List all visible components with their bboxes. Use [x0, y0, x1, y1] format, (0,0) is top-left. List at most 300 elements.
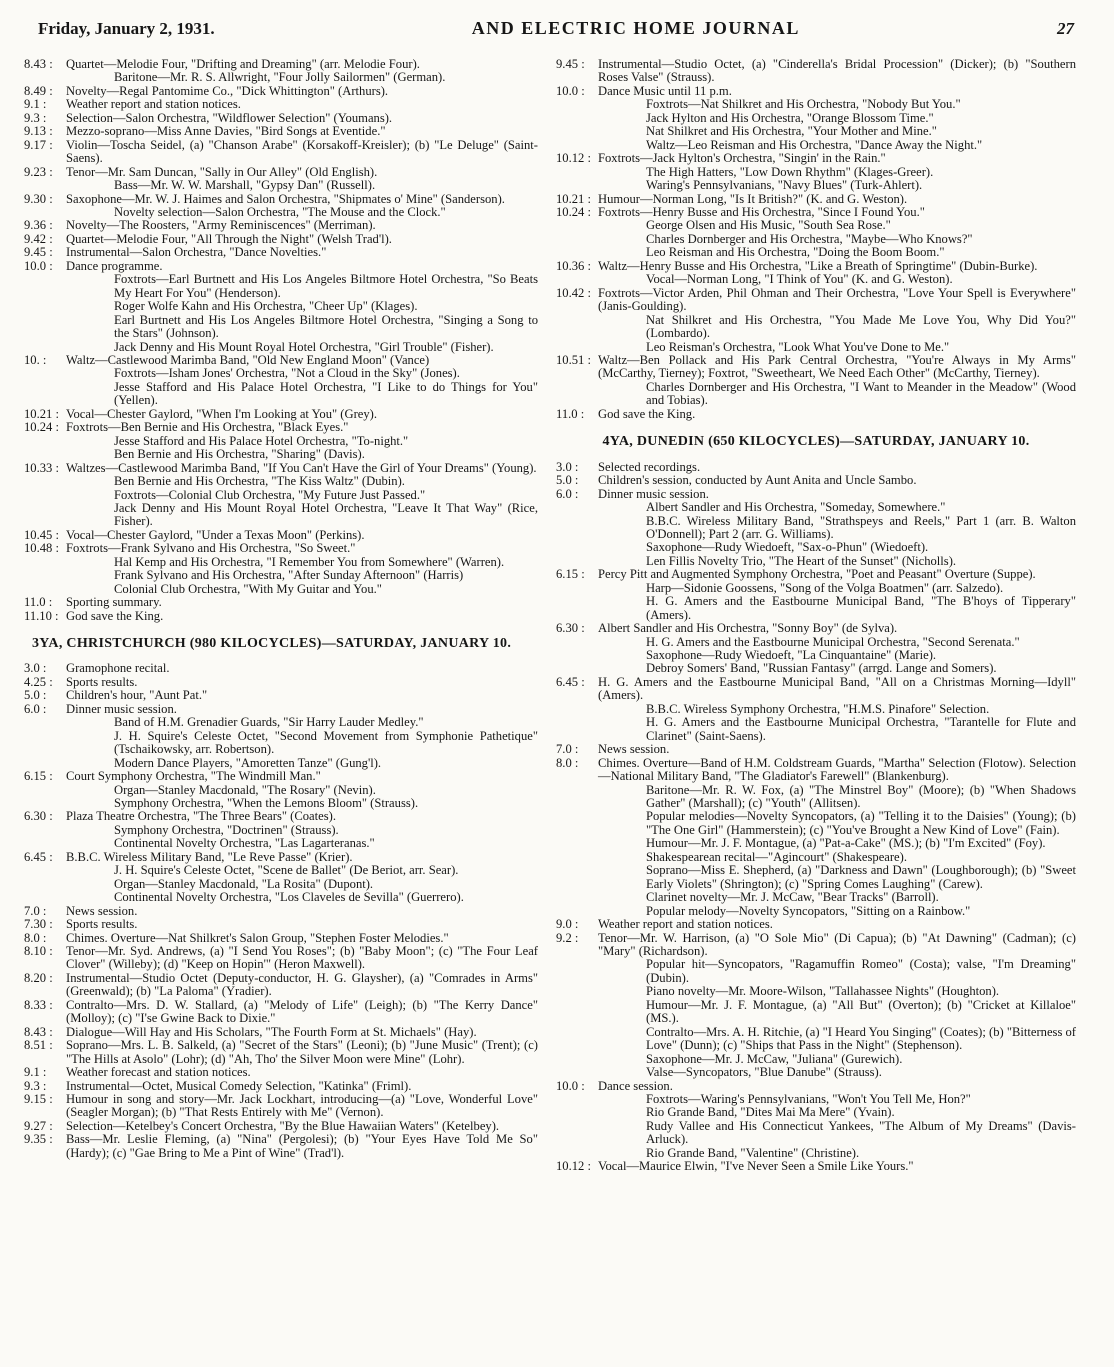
program-entry: [556, 636, 1076, 649]
program-entry: [24, 381, 538, 408]
program-entry: [24, 689, 538, 702]
program-entry: [24, 1026, 538, 1039]
program-description: Waltz—Ben Pollack and His Park Central Orchestra, "You're Always in My Arms" (McCarthy, Tierney); Foxtrot, "Sweetheart, We Need Each Other" (McCarthy, Tierney).: [598, 352, 1076, 381]
program-description: Nat Shilkret and His Orchestra, "Your Mother and Mine.": [646, 124, 937, 139]
program-entry: [556, 381, 1076, 408]
program-description: Waltz—Henry Busse and His Orchestra, "Like a Breath of Springtime" (Dubin-Burke).: [598, 258, 1038, 273]
program-entry: [24, 475, 538, 488]
program-description: Mezzo-soprano—Miss Anne Davies, "Bird Songs at Eventide.": [66, 124, 386, 139]
program-time: 11.0 :: [24, 595, 53, 610]
program-description: Rio Grande Band, "Dites Mai Ma Mere" (Yvain).: [646, 1105, 895, 1120]
station-heading-3ya: 3YA, CHRISTCHURCH (980 KILOCYCLES)—SATURDAY, JANUARY 10.: [32, 636, 512, 652]
program-time: [556, 649, 598, 662]
program-description: Selected recordings.: [598, 459, 701, 474]
program-description: Quartet—Melodie Four, "All Through the Night" (Welsh Trad'l).: [66, 231, 392, 246]
program-description: Vocal—Chester Gaylord, "Under a Texas Moon" (Perkins).: [66, 527, 365, 542]
program-description: God save the King.: [66, 608, 164, 623]
program-description: Popular hit—Syncopators, "Ragamuffin Romeo" (Costa); valse, "I'm Dreaming" (Dubin).: [646, 957, 1076, 985]
program-entry: [556, 649, 1076, 662]
program-time: [556, 582, 598, 595]
program-description: Foxtrots—Waring's Pennsylvanians, "Won't You Tell Me, Hon?": [646, 1091, 971, 1106]
program-time: 8.33 :: [24, 997, 53, 1012]
program-time: 9.17 :: [24, 137, 53, 152]
program-entry: [556, 1147, 1076, 1160]
program-entry: [24, 529, 538, 542]
program-time: 8.49 :: [24, 83, 53, 98]
program-description: Waring's Pennsylvanians, "Navy Blues" (Turk-Ahlert).: [646, 178, 923, 193]
program-time: 8.10 :: [24, 944, 53, 958]
program-time: 3.0 :: [24, 661, 47, 676]
program-description: Contralto—Mrs. A. H. Ritchie, (a) "I Heard You Singing" (Coates); (b) "Bitterness of Love" (Dunn); (c) "Ships that Pass in the Night" (Stephenson).: [646, 1024, 1076, 1053]
program-time: [556, 273, 598, 286]
program-entry: [24, 98, 538, 111]
program-description: Baritone—Mr. R. W. Fox, (a) "The Minstrel Boy" (Moore); (b) "When Shadows Gather" (Marshall); (c) "Youth" (Allitsen).: [646, 782, 1076, 811]
program-entry: [556, 918, 1076, 931]
program-time: 8.43 :: [24, 57, 53, 71]
program-entry: [24, 112, 538, 125]
program-entry: [24, 891, 538, 904]
program-entry: [556, 273, 1076, 286]
program-time: [24, 891, 66, 904]
program-time: [24, 367, 66, 380]
program-description: Contralto—Mrs. D. W. Stallard, (a) "Melody of Life" (Leigh); (b) "The Kerry Dance" (Molloy); (c) "I'se Gwine Back to Dixie.": [66, 997, 538, 1026]
program-description: Sports results.: [66, 674, 138, 689]
program-entry: [556, 810, 1076, 837]
program-description: Novelty selection—Salon Orchestra, "The Mouse and the Clock.": [114, 204, 446, 219]
program-time: [556, 703, 598, 716]
program-description: Vocal—Chester Gaylord, "When I'm Looking at You" (Grey).: [66, 406, 378, 421]
program-time: [24, 864, 66, 877]
journal-title: AND ELECTRIC HOME JOURNAL: [471, 18, 800, 38]
program-time: [556, 636, 598, 649]
program-description: Organ—Stanley Macdonald, "The Rosary" (Nevin).: [114, 782, 376, 797]
program-entry: [556, 662, 1076, 675]
program-entry: [24, 260, 538, 273]
program-time: 10.24 :: [24, 420, 59, 435]
program-entry: [556, 851, 1076, 864]
program-entry: [556, 932, 1076, 959]
program-description: Piano novelty—Mr. Moore-Wilson, "Tallahassee Nights" (Houghton).: [646, 984, 1000, 999]
program-entry: [556, 837, 1076, 850]
program-entry: [556, 354, 1076, 381]
program-time: [556, 555, 598, 568]
program-time: 8.51 :: [24, 1038, 53, 1053]
program-entry: [24, 85, 538, 98]
program-time: [556, 341, 598, 354]
program-time: 8.20 :: [24, 970, 53, 985]
program-entry: [24, 462, 538, 475]
program-description: Plaza Theatre Orchestra, "The Three Bears" (Coates).: [66, 809, 336, 824]
program-time: 10.12 :: [556, 151, 591, 166]
program-description: Violin—Toscha Seidel, (a) "Chanson Arabe" (Korsakoff-Kreisler); (b) "Le Deluge" (Saint-Saens).: [66, 137, 538, 166]
program-entry: [556, 1106, 1076, 1119]
program-time: 9.0 :: [556, 917, 579, 932]
program-description: Quartet—Melodie Four, "Drifting and Dreaming" (arr. Melodie Four).: [66, 57, 420, 71]
program-description: Weather report and station notices.: [598, 917, 773, 932]
program-description: Percy Pitt and Augmented Symphony Orchestra, "Poet and Peasant" Overture (Suppe).: [598, 567, 1036, 582]
program-description: Dinner music session.: [598, 486, 709, 501]
program-description: Tenor—Mr. Syd. Andrews, (a) "I Send You Roses"; (b) "Baby Moon"; (c) "The Four Leaf Clover" (Willeby); (d) "Keep on Hopin'" (Heron Maxwell).: [66, 944, 538, 972]
program-entry: [24, 435, 538, 448]
program-description: Children's hour, "Aunt Pat.": [66, 688, 208, 703]
program-description: Hal Kemp and His Orchestra, "I Remember You from Somewhere" (Warren).: [114, 554, 505, 569]
program-time: 10.0 :: [556, 83, 585, 98]
program-entry: [556, 1093, 1076, 1106]
program-entry: [24, 58, 538, 71]
program-time: [24, 556, 66, 569]
program-entry: [556, 555, 1076, 568]
program-entry: [556, 891, 1076, 904]
program-entry: [556, 341, 1076, 354]
program-description: J. H. Squire's Celeste Octet, "Second Movement from Symphonie Pathetique" (Tschaikowsky, arr. Robertson).: [114, 728, 538, 757]
program-description: Continental Novelty Orchestra, "Las Lagarteranas.": [114, 836, 375, 851]
program-description: Foxtrots—Isham Jones' Orchestra, "Not a Cloud in the Sky" (Jones).: [114, 366, 460, 381]
program-description: B.B.C. Wireless Military Band, "Le Reve Passe" (Krier).: [66, 849, 353, 864]
program-time: [556, 139, 598, 152]
program-entry: [556, 622, 1076, 635]
program-description: Instrumental—Studio Octet (Deputy-conductor, H. G. Glaysher), (a) "Comrades in Arms" (Greenwald); (b) "La Paloma" (Yradier).: [66, 970, 538, 999]
program-description: Saxophone—Rudy Wiedoeft, "Sax-o-Phun" (Wiedoeft).: [646, 540, 929, 555]
program-description: Foxtrots—Frank Sylvano and His Orchestra, "So Sweet.": [66, 541, 356, 556]
program-description: Symphony Orchestra, "When the Lemons Bloom" (Strauss).: [114, 796, 419, 811]
program-time: [556, 891, 598, 904]
program-entry: [24, 851, 538, 864]
program-description: News session.: [598, 742, 670, 757]
program-time: 6.30 :: [24, 809, 53, 824]
program-description: Clarinet novelty—Mr. J. McCaw, "Bear Tracks" (Barroll).: [646, 890, 939, 905]
program-entry: [556, 193, 1076, 206]
program-entry: [556, 515, 1076, 542]
program-entry: [556, 1120, 1076, 1147]
program-time: [556, 595, 598, 622]
program-entry: [556, 219, 1076, 232]
program-description: Vocal—Norman Long, "I Think of You" (K. and G. Weston).: [646, 272, 953, 287]
program-entry: [556, 864, 1076, 891]
program-description: Popular melody—Novelty Syncopators, "Sitting on a Rainbow.": [646, 903, 971, 918]
program-time: [24, 583, 66, 596]
program-entry: [556, 784, 1076, 811]
program-description: Popular melodies—Novelty Syncopators, (a) "Telling it to the Daisies" (Young); (b) "The One Girl" (Hammerstein); (c) "You've Brought a New Kind of Love" (Fain).: [646, 809, 1076, 837]
program-entry: [556, 757, 1076, 784]
program-time: 10.0 :: [24, 258, 53, 273]
program-entry: [24, 193, 538, 206]
program-description: Dance Music until 11 p.m.: [598, 83, 732, 98]
program-description: Bass—Mr. Leslie Fleming, (a) "Nina" (Pergolesi); (b) "Your Eyes Have Told Me So" (Hardy); (c) "Gae Bring to Me a Pint of Wine" (Trad'l).: [66, 1132, 538, 1160]
program-entry: [556, 985, 1076, 998]
program-description: Humour in song and story—Mr. Jack Lockhart, introducing—(a) "Love, Wonderful Love" (Seagler Morgan); (b) "That Rests Entirely with Me" (Vernon).: [66, 1091, 538, 1120]
program-description: B.B.C. Wireless Symphony Orchestra, "H.M.S. Pinafore" Selection.: [646, 701, 990, 716]
program-entry: [24, 273, 538, 300]
program-time: 10.0 :: [556, 1078, 585, 1093]
program-time: 6.15 :: [556, 567, 585, 582]
program-description: Ben Bernie and His Orchestra, "Sharing" (Davis).: [114, 447, 365, 462]
program-time: [24, 757, 66, 770]
program-entry: [24, 583, 538, 596]
program-time: [24, 273, 66, 300]
program-time: 9.45 :: [556, 57, 585, 71]
program-entry: [556, 1053, 1076, 1066]
program-time: 10.24 :: [556, 204, 591, 219]
program-entry: [24, 71, 538, 84]
program-entry: [556, 541, 1076, 554]
program-description: Rio Grande Band, "Valentine" (Christine).: [646, 1145, 860, 1160]
program-entry: [556, 233, 1076, 246]
program-entry: [556, 958, 1076, 985]
program-entry: [24, 999, 538, 1026]
program-entry: [24, 314, 538, 341]
program-time: 9.3 :: [24, 1078, 47, 1093]
program-description: Weather forecast and station notices.: [66, 1065, 251, 1080]
program-entry: [556, 1066, 1076, 1079]
program-entry: [24, 730, 538, 757]
program-time: [556, 985, 598, 998]
program-entry: [24, 542, 538, 555]
program-description: Shakespearean recital—"Agincourt" (Shakespeare).: [646, 849, 907, 864]
program-description: Foxtrots—Earl Burtnett and His Los Angeles Biltmore Hotel Orchestra, "So Beats My Heart For You" (Henderson).: [114, 272, 538, 300]
program-entry: [24, 246, 538, 259]
program-entry: [24, 367, 538, 380]
program-description: Selection—Salon Orchestra, "Wildflower Selection" (Youmans).: [66, 110, 393, 125]
program-entry: [556, 166, 1076, 179]
program-description: Selection—Ketelbey's Concert Orchestra, "By the Blue Hawaiian Waters" (Ketelbey).: [66, 1118, 500, 1133]
program-description: Charles Dornberger and His Orchestra, "I Want to Meander in the Meadow" (Wood and Tobias).: [646, 379, 1076, 408]
program-description: Instrumental—Salon Orchestra, "Dance Novelties.": [66, 245, 327, 260]
program-entry: [24, 489, 538, 502]
program-description: Novelty—Regal Pantomime Co., "Dick Whittington" (Arthurs).: [66, 83, 389, 98]
program-entry: [556, 314, 1076, 341]
program-entry: [556, 676, 1076, 703]
program-time: 9.23 :: [24, 164, 53, 179]
program-time: [556, 1147, 598, 1160]
program-time: [556, 810, 598, 837]
program-description: George Olsen and His Music, "South Sea Rose.": [646, 218, 891, 233]
program-entry: [24, 421, 538, 434]
program-time: 5.0 :: [24, 688, 47, 703]
program-time: [556, 837, 598, 850]
program-description: Vocal—Maurice Elwin, "I've Never Seen a Smile Like Yours.": [598, 1159, 914, 1174]
program-entry: [24, 932, 538, 945]
program-time: [24, 784, 66, 797]
program-description: Waltz—Castlewood Marimba Band, "Old New England Moon" (Vance): [66, 352, 430, 367]
program-description: Foxtrots—Colonial Club Orchestra, "My Future Just Passed.": [114, 487, 426, 502]
program-description: Leo Reisman's Orchestra, "Look What You've Done to Me.": [646, 339, 950, 354]
program-list-3ya: [24, 662, 538, 1160]
program-time: [556, 958, 598, 985]
page-header: [38, 18, 1074, 44]
program-entry: [556, 1080, 1076, 1093]
program-entry: [24, 797, 538, 810]
program-entry: [24, 824, 538, 837]
program-description: Saxophone—Mr. J. McCaw, "Juliana" (Gurewich).: [646, 1051, 903, 1066]
program-time: [556, 501, 598, 514]
program-description: Foxtrots—Victor Arden, Phil Ohman and Their Orchestra, "Love Your Spell is Everywhere" (Janis-Goulding).: [598, 285, 1076, 314]
program-time: 10.21 :: [24, 406, 59, 421]
program-entry: [556, 58, 1076, 85]
program-description: Continental Novelty Orchestra, "Los Claveles de Sevilla" (Guerrero).: [114, 890, 464, 905]
program-entry: [556, 474, 1076, 487]
program-description: Jesse Stafford and His Palace Hotel Orchestra, "To-night.": [114, 433, 409, 448]
program-description: Instrumental—Studio Octet, (a) "Cinderella's Bridal Procession" (Dicker); (b) "Southern Roses Valse" (Strauss).: [598, 57, 1076, 85]
program-description: Rudy Vallee and His Connecticut Yankees, "The Album of My Dreams" (Davis-Arluck).: [646, 1118, 1076, 1147]
program-entry: [556, 179, 1076, 192]
program-list-3ya-continued: [556, 58, 1076, 421]
program-time: [556, 1026, 598, 1053]
program-description: Jack Denny and His Mount Royal Hotel Orchestra, "Leave It That Way" (Rice, Fisher).: [114, 500, 538, 529]
program-time: [24, 730, 66, 757]
page-number: 27: [1057, 19, 1074, 38]
program-time: [556, 784, 598, 811]
program-entry: [24, 1120, 538, 1133]
program-time: [24, 489, 66, 502]
program-time: 9.36 :: [24, 218, 53, 233]
program-time: 6.15 :: [24, 769, 53, 784]
station-heading-4ya: 4YA, DUNEDIN (650 KILOCYCLES)—SATURDAY, JANUARY 10.: [602, 434, 1030, 450]
program-entry: [556, 408, 1076, 421]
program-description: Children's session, conducted by Aunt Anita and Uncle Sambo.: [598, 473, 917, 488]
program-time: [556, 112, 598, 125]
program-description: Foxtrots—Jack Hylton's Orchestra, "Singin' in the Rain.": [598, 151, 886, 166]
program-description: Foxtrots—Henry Busse and His Orchestra, "Since I Found You.": [598, 204, 925, 219]
program-time: [24, 448, 66, 461]
program-list-2ya-continued: [24, 58, 538, 623]
program-time: 9.35 :: [24, 1132, 53, 1147]
program-time: 7.0 :: [556, 742, 579, 757]
program-description: Waltz—Leo Reisman and His Orchestra, "Dance Away the Night.": [646, 137, 983, 152]
program-description: H. G. Amers and the Eastbourne Municipal Band, "All on a Christmas Morning—Idyll" (Amers).: [598, 674, 1076, 703]
program-entry: [556, 743, 1076, 756]
program-time: 10.48 :: [24, 541, 59, 556]
program-entry: [24, 703, 538, 716]
program-description: Symphony Orchestra, "Doctrinen" (Strauss).: [114, 822, 339, 837]
program-time: 10.51 :: [556, 352, 591, 367]
program-description: Soprano—Miss E. Shepherd, (a) "Darkness and Dawn" (Loughborough); (b) "Sweet Early Violets" (Shrington); (c) "Spring Comes Laughing" (Carew).: [646, 863, 1076, 891]
program-time: 10. :: [24, 352, 47, 367]
program-entry: [24, 837, 538, 850]
program-list-4ya: [556, 461, 1076, 1174]
program-entry: [556, 595, 1076, 622]
program-description: H. G. Amers and the Eastbourne Municipal Band, "The B'hoys of Tipperary" (Amers).: [646, 594, 1076, 622]
program-entry: [24, 716, 538, 729]
left-column: [24, 58, 538, 1160]
program-time: 9.42 :: [24, 231, 53, 246]
program-time: [556, 166, 598, 179]
program-description: Harp—Sidonie Goossens, "Song of the Volga Boatmen" (arr. Salzedo).: [646, 580, 1004, 595]
program-entry: [24, 341, 538, 354]
program-description: Humour—Mr. J. F. Montague, (a) "All But" (Overton); (b) "Cricket at Killaloe" (MS.).: [646, 997, 1076, 1026]
program-entry: [24, 448, 538, 461]
program-description: Humour—Norman Long, "Is It British?" (K. and G. Weston).: [598, 191, 908, 206]
program-entry: [24, 408, 538, 421]
program-entry: [24, 233, 538, 246]
program-entry: [24, 610, 538, 623]
program-time: [556, 1053, 598, 1066]
program-time: 11.0 :: [556, 406, 585, 421]
program-time: 10.21 :: [556, 191, 591, 206]
program-description: Foxtrots—Ben Bernie and His Orchestra, "Black Eyes.": [66, 420, 349, 435]
program-description: Sports results.: [66, 917, 138, 932]
program-description: Dinner music session.: [66, 701, 177, 716]
program-entry: [24, 179, 538, 192]
program-entry: [24, 757, 538, 770]
program-entry: [556, 488, 1076, 501]
program-time: 7.30 :: [24, 917, 53, 932]
program-entry: [24, 556, 538, 569]
program-time: 6.0 :: [556, 486, 579, 501]
program-entry: [556, 206, 1076, 219]
program-time: [556, 851, 598, 864]
program-time: 10.36 :: [556, 258, 591, 273]
program-entry: [24, 300, 538, 313]
program-description: Ben Bernie and His Orchestra, "The Kiss Waltz" (Dubin).: [114, 474, 405, 489]
program-description: Albert Sandler and His Orchestra, "Someday, Somewhere.": [646, 500, 946, 515]
program-entry: [556, 152, 1076, 165]
program-description: Novelty—The Roosters, "Army Reminiscences" (Merriman).: [66, 218, 376, 233]
program-time: 6.0 :: [24, 701, 47, 716]
program-description: Albert Sandler and His Orchestra, "Sonny Boy" (de Sylva).: [598, 621, 898, 636]
program-description: B.B.C. Wireless Military Band, "Strathspeys and Reels," Part 1 (arr. B. Walton O'Donnell); Part 2 (arr. G. Williams).: [646, 513, 1076, 541]
program-description: News session.: [66, 903, 138, 918]
program-entry: [24, 354, 538, 367]
program-entry: [24, 569, 538, 582]
program-time: [556, 125, 598, 138]
program-entry: [556, 905, 1076, 918]
program-entry: [556, 85, 1076, 98]
program-description: Bass—Mr. W. W. Marshall, "Gypsy Dan" (Russell).: [114, 178, 376, 193]
program-time: [24, 837, 66, 850]
program-description: Jesse Stafford and His Palace Hotel Orchestra, "I Like to do Things for You" (Yellen).: [114, 379, 538, 408]
program-time: [556, 1120, 598, 1147]
program-description: Jack Denny and His Mount Royal Hotel Orchestra, "Girl Trouble" (Fisher).: [114, 339, 494, 354]
program-description: Dialogue—Will Hay and His Scholars, "The Fourth Form at St. Michaels" (Hay).: [66, 1024, 477, 1039]
program-description: Chimes. Overture—Nat Shilkret's Salon Group, "Stephen Foster Melodies.": [66, 930, 449, 945]
program-time: [24, 314, 66, 341]
program-time: 7.0 :: [24, 903, 47, 918]
program-time: 6.30 :: [556, 621, 585, 636]
program-time: 9.15 :: [24, 1091, 53, 1106]
program-time: 9.27 :: [24, 1118, 53, 1133]
program-time: [24, 716, 66, 729]
program-entry: [556, 1160, 1076, 1173]
page-date: Friday, January 2, 1931.: [38, 19, 215, 38]
program-time: [24, 71, 66, 84]
right-column: [556, 58, 1076, 1174]
program-description: Tenor—Mr. W. Harrison, (a) "O Sole Mio" (Di Capua); (b) "At Dawning" (Cadman); (c) "Mary" (Richardson).: [598, 930, 1076, 958]
program-entry: [24, 864, 538, 877]
program-description: Dance programme.: [66, 258, 163, 273]
program-time: 9.1 :: [24, 97, 47, 112]
program-entry: [556, 287, 1076, 314]
program-time: 10.33 :: [24, 460, 59, 475]
program-entry: [24, 972, 538, 999]
program-time: 8.0 :: [556, 755, 579, 770]
program-description: God save the King.: [598, 406, 696, 421]
program-time: [24, 569, 66, 582]
program-description: Debroy Somers' Band, "Russian Fantasy" (arrgd. Lange and Somers).: [646, 661, 997, 676]
program-entry: [24, 784, 538, 797]
program-description: Chimes. Overture—Band of H.M. Coldstream Guards, "Martha" Selection (Flotow). Selection—National Military Band, "The Gladiator's Farewell" (Blankenburg).: [598, 755, 1076, 784]
program-description: Tenor—Mr. Sam Duncan, "Sally in Our Alley" (Old English).: [66, 164, 378, 179]
program-entry: [24, 676, 538, 689]
program-entry: [24, 905, 538, 918]
program-time: [556, 246, 598, 259]
program-description: Instrumental—Octet, Musical Comedy Selection, "Katinka" (Friml).: [66, 1078, 412, 1093]
program-description: Humour—Mr. J. F. Montague, (a) "Pat-a-Cake" (MS.); (b) "I'm Excited" (Foy).: [646, 836, 1046, 851]
program-entry: [24, 1093, 538, 1120]
program-time: [556, 1066, 598, 1079]
program-time: 3.0 :: [556, 459, 579, 474]
program-entry: [24, 945, 538, 972]
program-description: Sporting summary.: [66, 595, 162, 610]
